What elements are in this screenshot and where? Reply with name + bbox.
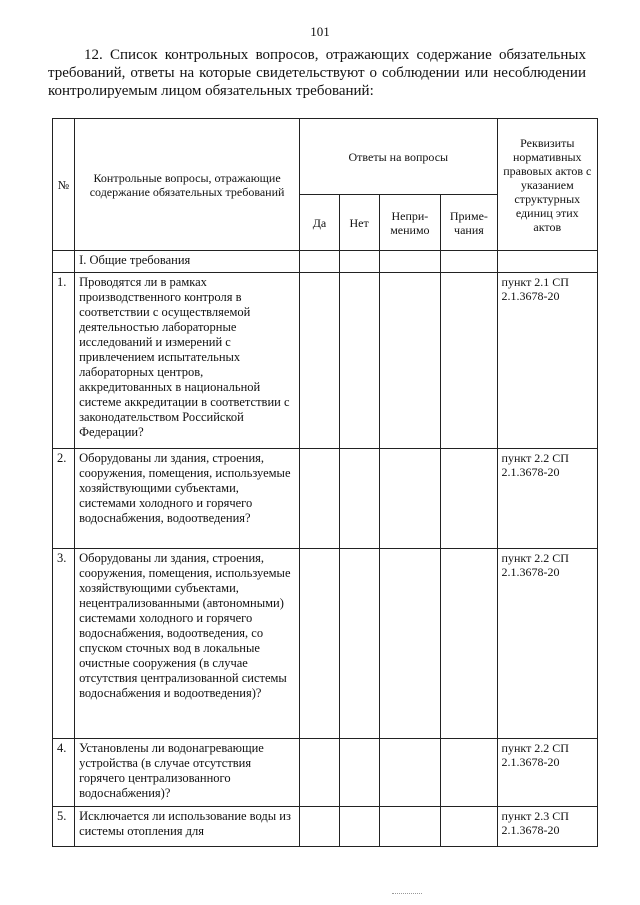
row-question: Оборудованы ли здания, строения, сооружения, помещения, используемые хозяйствующими субъектами, системами холодного и горячего водоснабжения, водоотведения? [75,449,300,549]
row-reference: пункт 2.2 СП 2.1.3678-20 [497,739,597,807]
table-row [53,449,598,549]
header-yes: Да [300,195,340,251]
row-number: 4. [53,739,75,807]
notes-cell[interactable] [441,807,497,847]
heading-line-2: требований, ответы на которые свидетельствуют о соблюдении или несоблюдении [48,65,586,81]
header-num: № [53,119,75,251]
answer-yes-cell[interactable] [300,449,340,549]
notes-cell[interactable] [441,449,497,549]
row-number: 1. [53,273,75,449]
checklist-table [52,118,598,847]
header-refs: Реквизиты нормативных правовых актов с указанием структурных единиц этих актов [497,119,597,251]
row-reference: пункт 2.1 СП 2.1.3678-20 [497,273,597,449]
table-row [53,807,598,847]
answer-yes-cell[interactable] [300,273,340,449]
row-question: Исключается ли использование воды из системы отопления для [75,807,300,847]
table-row [53,739,598,807]
heading-line-3: контролируемым лицом обязательных требований: [48,83,374,99]
section-row [53,251,598,273]
row-number: 5. [53,807,75,847]
answer-no-cell[interactable] [339,739,379,807]
row-question: Установлены ли водонагревающие устройства (в случае отсутствия горячего централизованного водоснабжения)? [75,739,300,807]
answer-no-cell[interactable] [339,807,379,847]
page-number: 101 [310,24,330,39]
header-na: Непри-менимо [379,195,441,251]
answer-na-cell[interactable] [379,449,441,549]
notes-cell[interactable] [441,273,497,449]
header-notes: Приме-чания [441,195,497,251]
answer-na-cell[interactable] [379,273,441,449]
answer-no-cell[interactable] [339,549,379,739]
row-number: 3. [53,549,75,739]
row-reference: пункт 2.2 СП 2.1.3678-20 [497,549,597,739]
section-title: I. Общие требования [75,251,300,273]
answer-na-cell[interactable] [379,739,441,807]
answer-na-cell[interactable] [379,807,441,847]
answer-no-cell[interactable] [339,273,379,449]
answer-na-cell[interactable] [379,549,441,739]
header-questions: Контрольные вопросы, отражающие содержание обязательных требований [75,119,300,251]
notes-cell[interactable] [441,549,497,739]
row-number: 2. [53,449,75,549]
scan-mark [392,893,422,895]
table-row [53,549,598,739]
answer-yes-cell[interactable] [300,739,340,807]
row-question: Проводятся ли в рамках производственного контроля в соответствии с осуществляемой деятельностью лабораторные исследований и измерений с привлечением испытательных лабораторных центров, аккредитованных в национальной системе аккредитации в соответствии с законодательством Российской Федерации? [75,273,300,449]
heading-line-1: 12. Список контрольных вопросов, отражающих содержание обязательных [84,47,586,63]
header-answers: Ответы на вопросы [300,119,497,195]
notes-cell[interactable] [441,739,497,807]
section-heading [48,46,586,100]
row-question: Оборудованы ли здания, строения, сооружения, помещения, используемые хозяйствующими субъектами, нецентрализованными (автономными) системами холодного и горячего водоснабжения, водоотведения, со спуском сточных вод в локальные очистные сооружения (в случае отсутствия централизованной системы водоснабжения и водоотведения)? [75,549,300,739]
answer-no-cell[interactable] [339,449,379,549]
table-row [53,273,598,449]
row-reference: пункт 2.2 СП 2.1.3678-20 [497,449,597,549]
answer-yes-cell[interactable] [300,807,340,847]
answer-yes-cell[interactable] [300,549,340,739]
row-reference: пункт 2.3 СП 2.1.3678-20 [497,807,597,847]
header-no: Нет [339,195,379,251]
